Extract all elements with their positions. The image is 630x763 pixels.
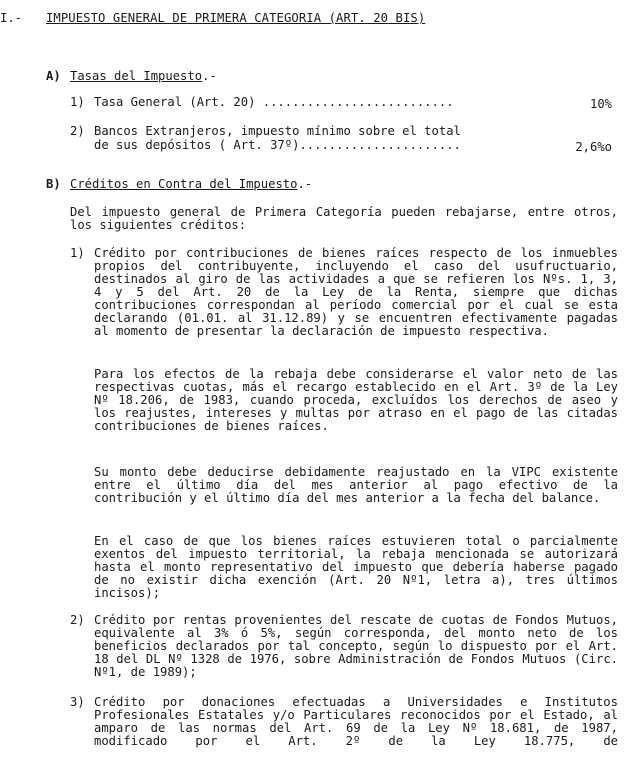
credit-item-2-number: 2): [70, 613, 85, 627]
section-b-title: Créditos en Contra del Impuesto: [70, 177, 298, 191]
rate-item-2-line1: Bancos Extranjeros, impuesto mínimo sobre el total: [94, 124, 461, 138]
credit-item-2-text: Crédito por rentas provenientes del rescate de cuotas de Fondos Mutuos, equivalente al 3% ó 5%, según corresponda, del monto neto de los beneficios declarados por tal concepto, según lo dispuesto por el Art. 18 del DL Nº 1328 de 1976, sobre Administración de Fondos Mutuos (Circ. Nº1, de 1989);: [94, 613, 618, 679]
credit-item-1-paragraph-3: Su monto debe deducirse debidamente reajustado en la VIPC existente entre el último día del mes anterior al pago efectivo de la contribución y el último día del mes anterior a la fecha del balance.: [94, 465, 618, 505]
section-b-suffix: .-: [297, 177, 313, 191]
rate-item-1-text: Tasa General (Art. 20) ..........................: [94, 95, 454, 109]
rate-item-2-line2: de sus depósitos ( Art. 37º)......................: [94, 138, 461, 152]
credit-item-1-number: 1): [70, 246, 85, 260]
rate-item-2-number: 2): [70, 124, 85, 138]
section-b-letter: B): [46, 177, 61, 191]
heading-roman: I.-: [0, 11, 23, 25]
rate-item-1-number: 1): [70, 95, 85, 109]
credit-item-1-paragraph-2: Para los efectos de la rebaja debe considerarse el valor neto de las respectivas cuotas, más el recargo establecido en el Art. 3º de la Ley Nº 18.206, de 1983, cuando proceda, excluídos los derechos de aseo y los reajustes, intereses y multas por atraso en el pago de las citadas contribuciones de bienes raíces.: [94, 367, 618, 433]
heading-title: IMPUESTO GENERAL DE PRIMERA CATEGORIA (ART. 20 BIS): [46, 11, 426, 25]
section-a-title: Tasas del Impuesto: [70, 69, 203, 83]
section-b-heading: [70, 178, 312, 191]
credit-item-1-text: Crédito por contribuciones de bienes raíces respecto de los inmuebles propios del contribuyente, incluyendo el caso del usufructuario, destinados al giro de las actividades a que se refieren los Nºs. 1, 3, 4 y 5 del Art. 20 de la Ley de la Renta, siempre que dichas contribuciones correspondan al período comercial por el cual se esta declarando (01.01. al 31.12.89) y se encuentren efectivamente pagadas al momento de presentar la declaración de impuesto respectiva.: [94, 246, 618, 338]
credit-item-1-paragraph-4: En el caso de que los bienes raíces estuvieren total o parcialmente exentos del impuesto territorial, la rebaja mencionada se autorizará hasta el monto representativo del impuesto que debería haberse pagado de no existir dicha exención (Art. 20 Nº1, letra a), tres últimos incisos);: [94, 534, 618, 600]
credit-item-3-text: Crédito por donaciones efectuadas a Universidades e Institutos Profesionales Estatales y/o Particulares reconocidos por el Estado, al amparo de las normas del Art. 69 de la Ley Nº 18.681, de 1987, modificado por el Art. 2º de la Ley 18.775, de: [94, 695, 618, 748]
section-b-intro: Del impuesto general de Primera Categoría pueden rebajarse, entre otros, los siguientes créditos:: [70, 205, 618, 232]
rate-item-2-value: 2,6%o: [575, 140, 612, 154]
rate-item-1-value: 10%: [589, 97, 612, 111]
section-a-letter: A): [46, 69, 61, 83]
section-a-suffix: .-: [202, 69, 217, 83]
credit-item-3-number: 3): [70, 695, 85, 709]
section-a-heading: [70, 70, 217, 83]
